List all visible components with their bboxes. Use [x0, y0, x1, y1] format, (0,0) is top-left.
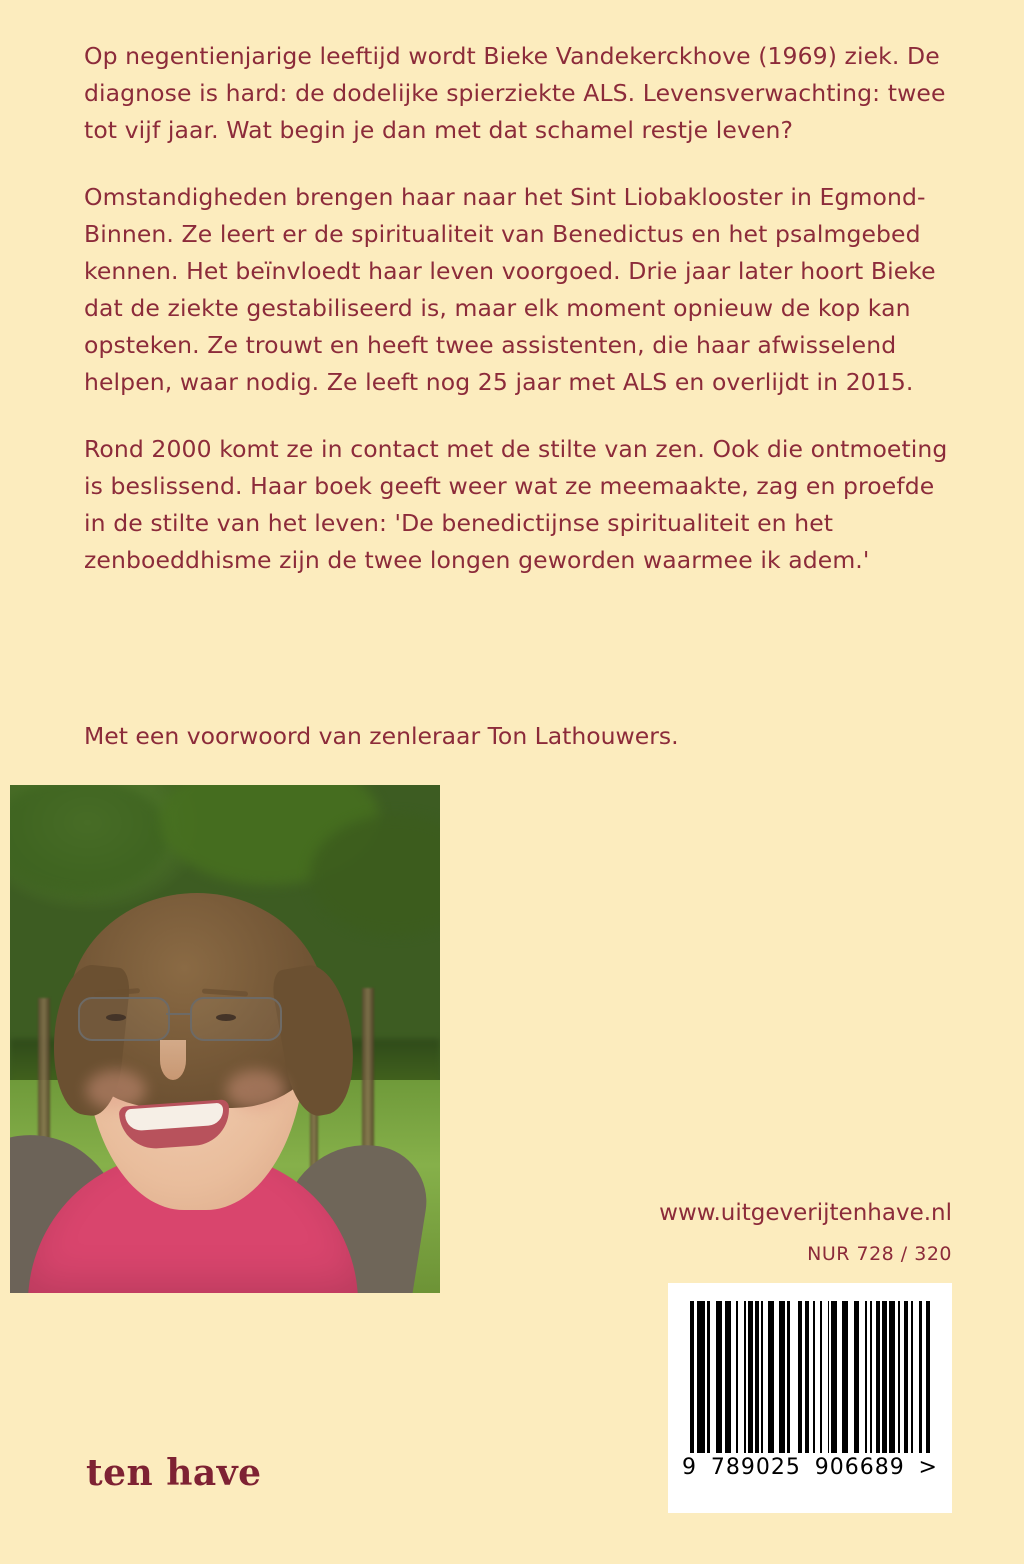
- publisher-logo: ten have: [86, 1452, 262, 1494]
- glasses-lens-left: [78, 997, 170, 1041]
- glasses-bridge: [166, 1013, 190, 1015]
- blurb-paragraph-1: Op negentienjarige leeftijd wordt Bieke Vandekerckhove (1969) ziek. De diagnose is hard: de dodelijke spierziekte ALS. Levensverwachting: twee tot vijf jaar. Wat begin je dan met dat schamel restje leven?: [84, 42, 946, 144]
- nose: [160, 1040, 186, 1080]
- cheek-left: [86, 1070, 146, 1110]
- nur-code: NUR 728 / 320: [807, 1243, 952, 1265]
- barcode-left-digit: 9: [682, 1455, 697, 1480]
- teeth: [125, 1103, 224, 1132]
- cheek-right: [226, 1070, 286, 1110]
- glasses-icon: [72, 997, 302, 1039]
- foreword-note: Met een voorwoord van zenleraar Ton Lathouwers.: [84, 722, 679, 750]
- barcode-trailing: >: [918, 1455, 938, 1480]
- barcode-group-1: 789025: [710, 1455, 801, 1480]
- barcode-bars: [690, 1301, 930, 1453]
- author-photo: [10, 785, 440, 1293]
- barcode: [668, 1283, 952, 1513]
- blurb-paragraph-2: Omstandigheden brengen haar naar het Sint Liobaklooster in Egmond-Binnen. Ze leert er de spiritualiteit van Benedictus en het psalmgebed kennen. Het beïnvloedt haar leven voorgoed. Drie jaar later hoort Bieke dat de ziekte gestabiliseerd is, maar elk moment opnieuw de kop kan opsteken. Ze trouwt en heeft twee assistenten, die haar afwisselend helpen, waar nodig. Ze leeft nog 25 jaar met ALS en overlijdt in 2015.: [84, 183, 936, 396]
- glasses-lens-right: [190, 997, 282, 1041]
- blurb-paragraph-3: Rond 2000 komt ze in contact met de stilte van zen. Ook die ontmoeting is beslissend. Haar boek geeft weer wat ze meemaakte, zag en proefde in de stilte van het leven: 'De benedictijnse spiritualiteit en het zenboeddhisme zijn de twee longen geworden waarmee ik adem.': [84, 435, 948, 574]
- barcode-digits: [676, 1455, 944, 1480]
- blurb-text: [84, 38, 952, 579]
- barcode-group-2: 906689: [814, 1455, 905, 1480]
- publisher-website[interactable]: www.uitgeverijtenhave.nl: [659, 1200, 952, 1226]
